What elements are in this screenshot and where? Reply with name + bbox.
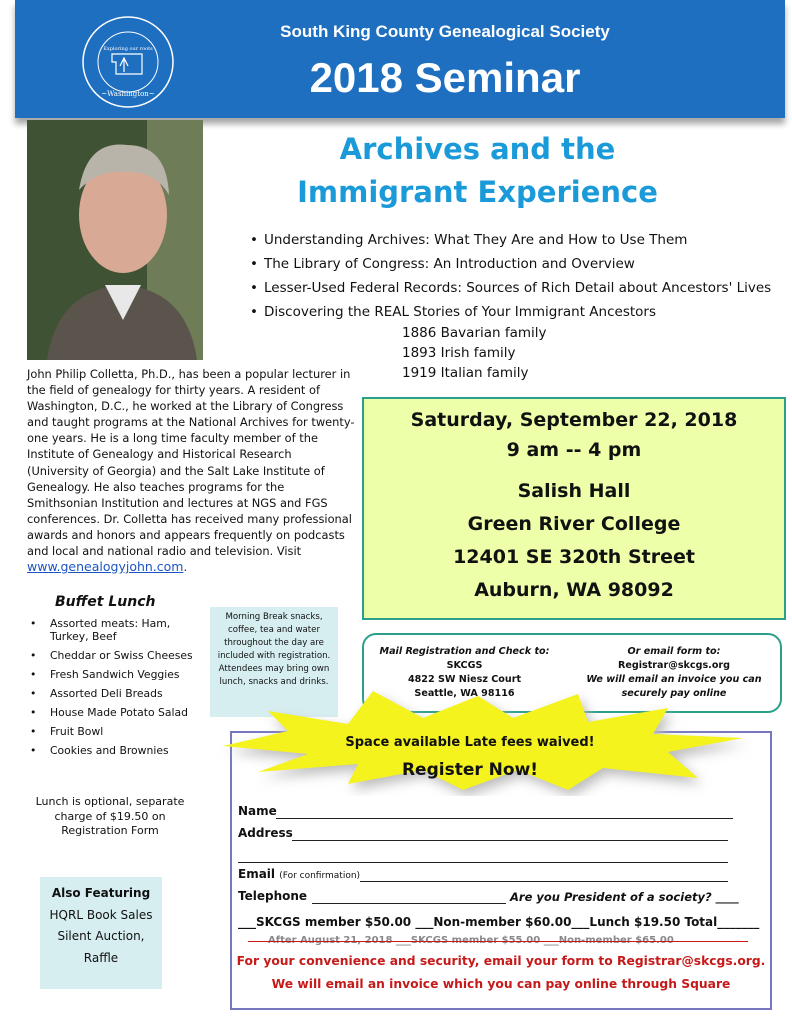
email-label (238, 867, 360, 881)
bio-text: John Philip Colletta, Ph.D., has been a popular lecturer in the field of genealogy for thirty years. A resident of Washington, D.C., he worked at the Library of Congress and taught programs at the National Archives for twenty-one years. He is a long time faculty member of the Institute of Genealogy and Historical Research (University of Georgia) and the Salt Lake Institute of Genealogy. He also teaches programs for the Smithsonian Institution and lectures at NGS and FGS conferences. Dr. Colletta has received many professional awards and honors and appears frequently on podcasts and local and national radio and television. Visit (27, 367, 355, 559)
telephone-field[interactable] (312, 903, 506, 904)
mail-name: SKCGS (446, 660, 483, 671)
email-form-note: For your convenience and security, email your form to Registrar@skcgs.org. (236, 954, 766, 968)
name-label: Name (238, 804, 277, 818)
also-featuring-item: HQRL Book Sales (49, 907, 153, 922)
family-item: 1919 Italian family (402, 365, 529, 381)
event-time: 9 am -- 4 pm (506, 439, 642, 461)
also-featuring-box (40, 877, 162, 989)
topic-item: • Discovering the REAL Stories of Your Immigrant Ancestors (250, 300, 790, 324)
org-name: South King County Genealogical Society (280, 22, 610, 41)
fees-row[interactable]: ___SKCGS member $50.00 ___Non-member $60.00___Lunch $19.50 Total_______ (238, 915, 760, 929)
venue-city: Auburn, WA 98092 (474, 579, 674, 601)
address-label: Address (238, 826, 293, 840)
mail-heading: Mail Registration and Check to: (379, 646, 550, 657)
speaker-photo (27, 120, 203, 360)
event-date: Saturday, September 22, 2018 (410, 409, 738, 431)
buffet-item: • Cookies and Brownies (22, 744, 202, 757)
society-logo (80, 14, 176, 110)
buffet-item: • Cheddar or Swiss Cheeses (22, 649, 202, 662)
topic-item: • Understanding Archives: What They Are and How to Use Them (250, 228, 790, 252)
family-item: 1886 Bavarian family (402, 325, 547, 341)
also-featuring-item: Silent Auction, (57, 929, 145, 943)
email-heading: Or email form to: (627, 646, 721, 657)
bio-end: . (183, 560, 188, 575)
speaker-bio (27, 366, 355, 575)
logo-tagline: Exploring our roots (103, 46, 153, 52)
family-item: 1893 Irish family (402, 345, 516, 361)
name-field[interactable] (276, 818, 733, 819)
buffet-item: • Assorted Deli Breads (22, 687, 202, 700)
late-fees-row: After August 21, 2018 ___SKCGS member $55.00 ___Non-member $65.00 (268, 935, 674, 946)
buffet-title: Buffet Lunch (55, 594, 156, 610)
email-field[interactable] (360, 881, 728, 882)
seminar-topic-title-line2: Immigrant Experience (297, 175, 658, 209)
seminar-topic-title-line1: Archives and the (339, 132, 616, 166)
seminar-title: 2018 Seminar (309, 54, 581, 101)
topic-item: • The Library of Congress: An Introduction and Overview (250, 252, 790, 276)
email-label-text: Email (238, 867, 276, 881)
space-available-text: Space available Late fees waived! (345, 735, 595, 750)
break-note-box: Morning Break snacks, coffee, tea and water throughout the day are included with registration. Attendees may bring own lunch, snacks and drinks. (210, 607, 338, 717)
address-field-line2[interactable] (238, 862, 728, 863)
address-field-line1[interactable] (292, 840, 728, 841)
also-featuring-title: Also Featuring (51, 886, 151, 900)
venue-name: Salish Hall (517, 480, 631, 502)
buffet-note: Lunch is optional, separate charge of $19.50 on Registration Form (35, 795, 185, 837)
website-link[interactable]: www.genealogyjohn.com (27, 559, 184, 575)
also-featuring-item: Raffle (83, 950, 119, 965)
families-list (402, 323, 547, 383)
mail-city: Seattle, WA 98116 (414, 688, 515, 699)
register-now-text: Register Now! (401, 760, 539, 780)
late-fees-strikethrough (248, 941, 748, 942)
president-question: Are you President of a society? ____ (510, 890, 739, 904)
topics-list (250, 228, 790, 324)
email-invoice-note: We will email an invoice you can securely pay online (586, 674, 762, 699)
venue-college: Green River College (467, 513, 681, 535)
logo-state: ~Washington~ (101, 90, 155, 98)
event-details-box (362, 397, 786, 620)
topic-item: • Lesser-Used Federal Records: Sources of Rich Detail about Ancestors' Lives (250, 276, 790, 300)
buffet-item: • Fresh Sandwich Veggies (22, 668, 202, 681)
mail-street: 4822 SW Niesz Court (407, 674, 522, 685)
buffet-list (22, 617, 202, 763)
venue-street: 12401 SE 320th Street (453, 546, 695, 568)
buffet-item: • House Made Potato Salad (22, 706, 202, 719)
invoice-note: We will email an invoice which you can pay online through Square (271, 977, 731, 991)
buffet-item: • Fruit Bowl (22, 725, 202, 738)
email-label-note: (For confirmation) (279, 871, 361, 881)
registrar-email[interactable]: Registrar@skcgs.org (617, 660, 731, 671)
buffet-item: • Assorted meats: Ham, Turkey, Beef (22, 617, 202, 643)
telephone-label: Telephone (238, 889, 308, 903)
